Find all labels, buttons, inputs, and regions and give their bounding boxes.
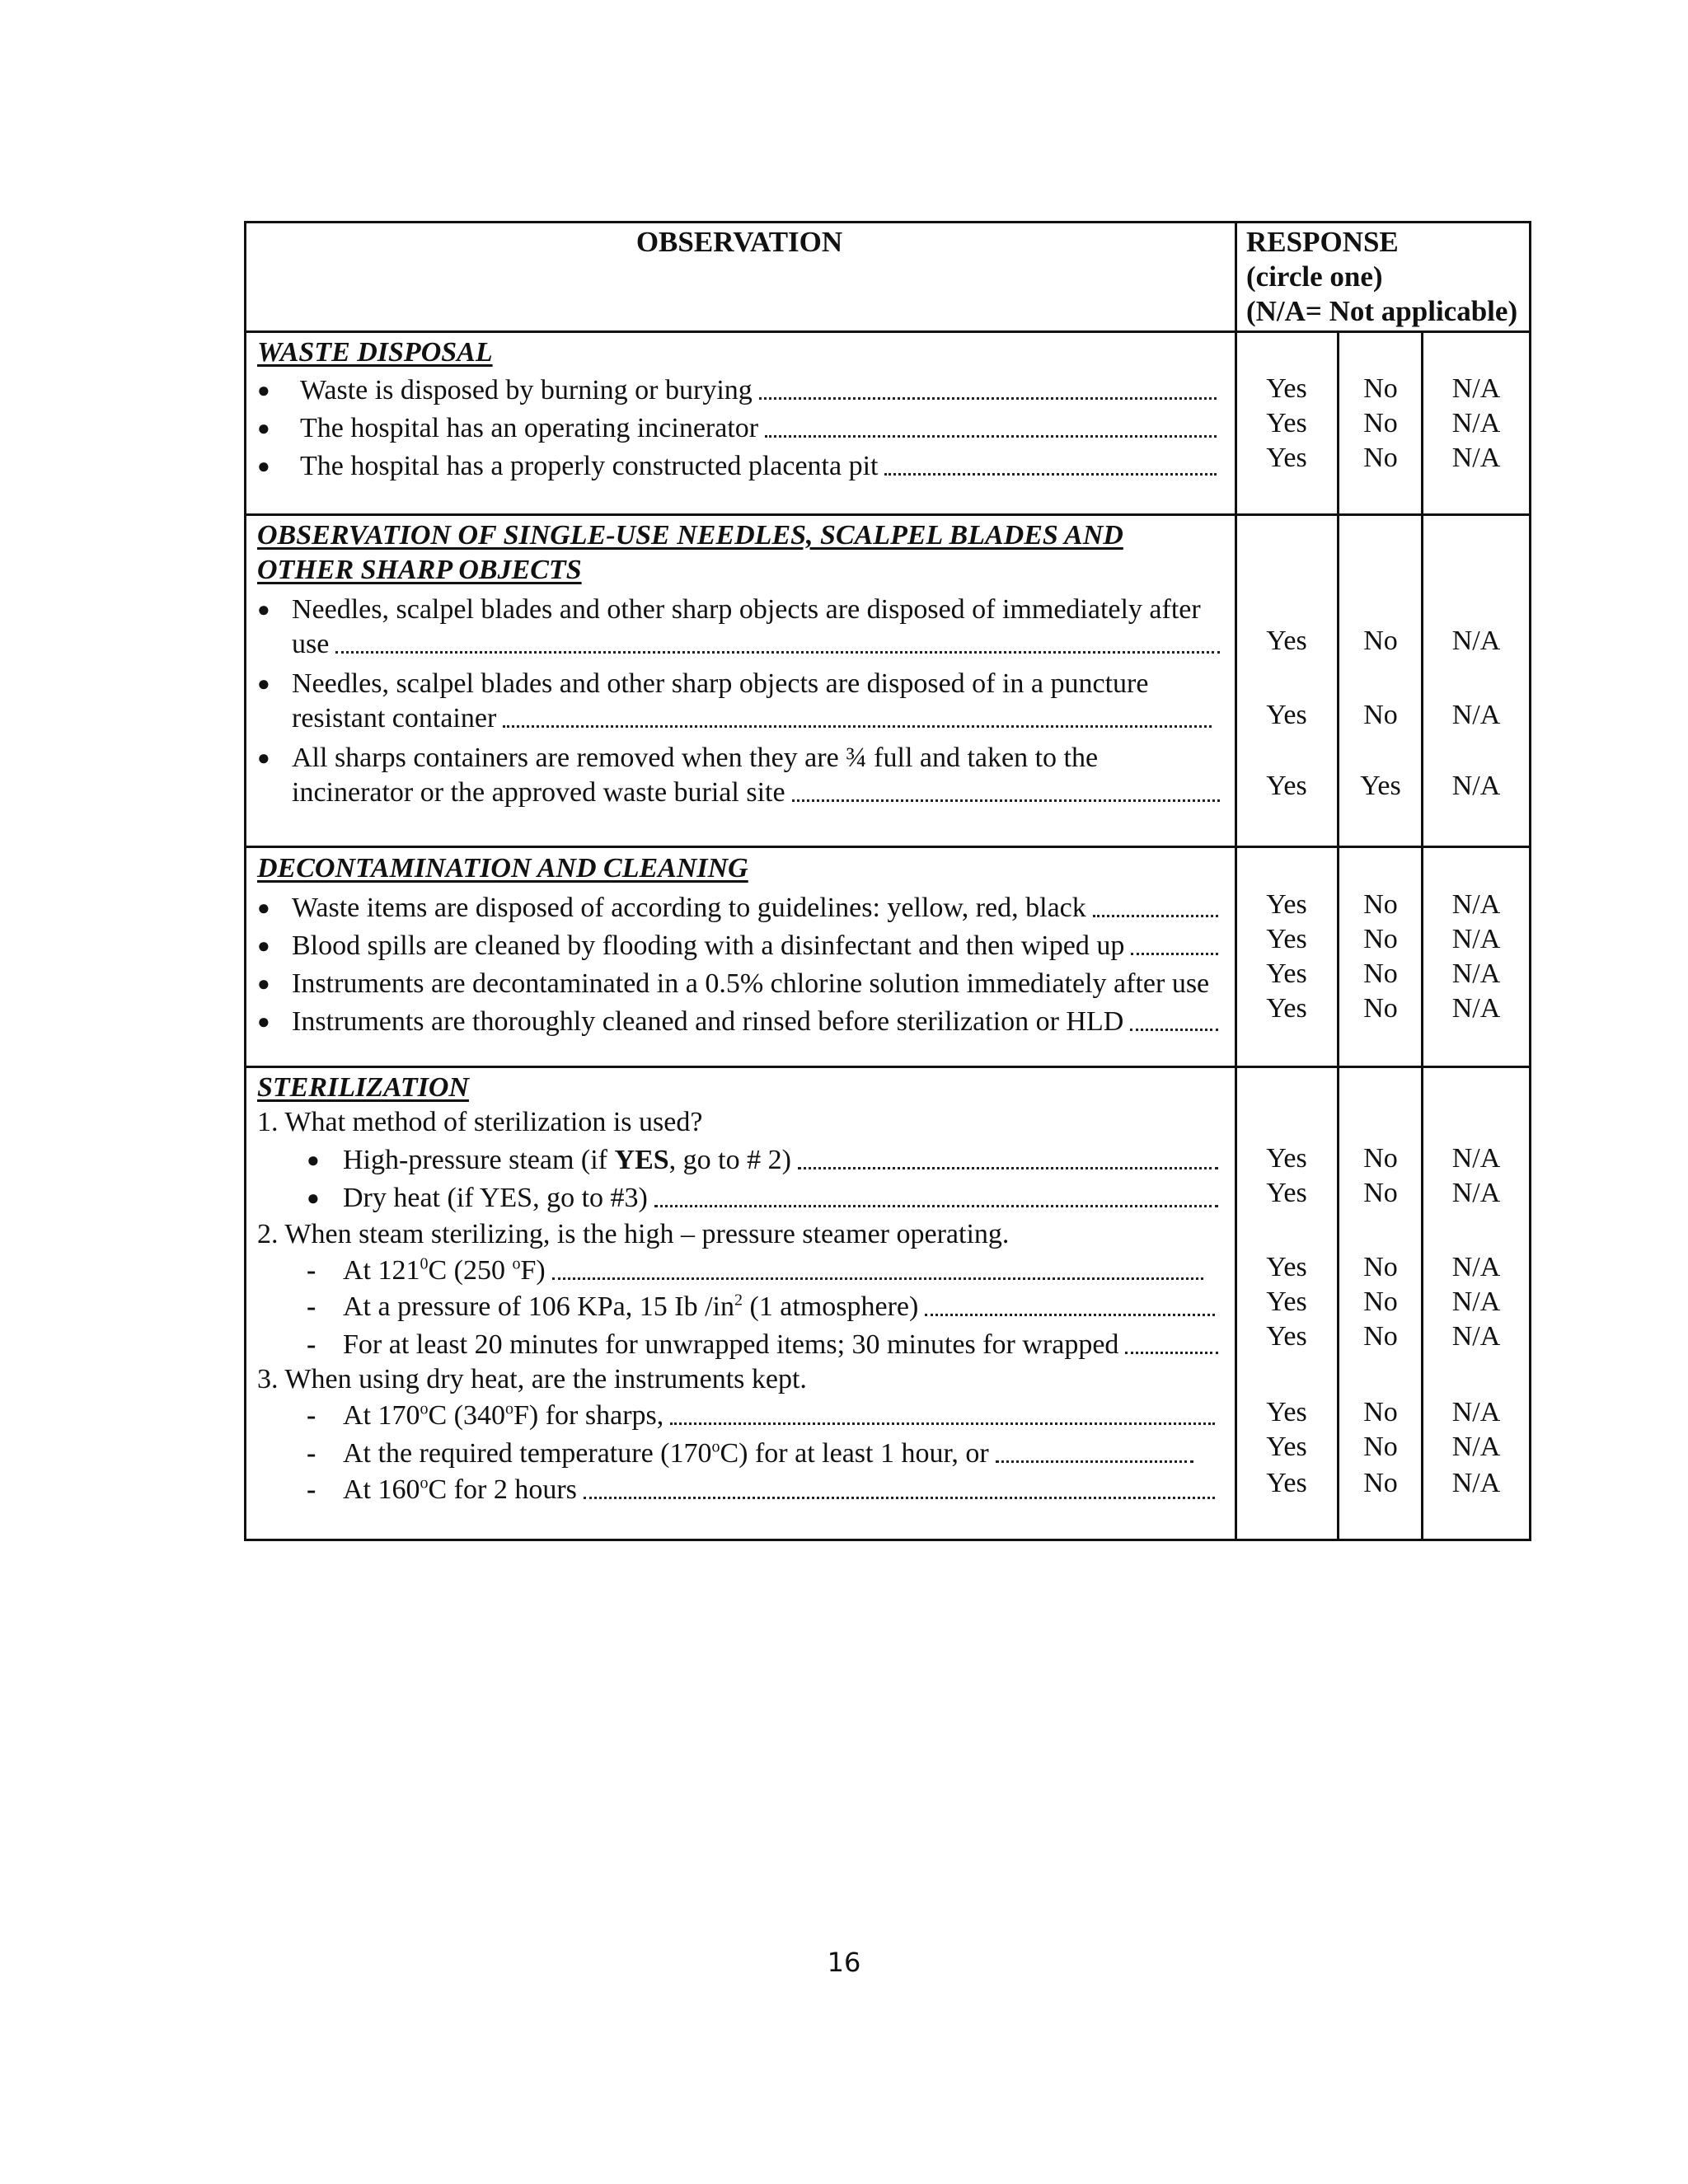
response-no[interactable]: No xyxy=(1363,1143,1398,1174)
list-item: At $121^0C$ (250 $^o$F) xyxy=(343,1254,1203,1287)
response-yes[interactable]: Yes xyxy=(1266,1321,1307,1352)
response-na[interactable]: N/A xyxy=(1451,1468,1501,1498)
dash-icon: - xyxy=(307,1474,316,1505)
list-item-line: Needles, scalpel blades and other sharp objects are disposed of immediately after xyxy=(292,594,1201,625)
section-title-decontamination: DECONTAMINATION AND CLEANING xyxy=(257,853,748,883)
response-yes[interactable]: Yes xyxy=(1266,1432,1307,1462)
response-yes[interactable]: Yes xyxy=(1266,993,1307,1024)
list-item-line: All sharps containers are removed when they are ¾ full and taken to the xyxy=(292,743,1099,773)
section-title-waste-disposal: WASTE DISPOSAL xyxy=(257,337,493,368)
page-number: 16 xyxy=(827,1947,861,1978)
bullet-icon: ● xyxy=(257,746,270,770)
list-item: At a pressure of 106 KPa, 15 Ib $/in^2$ (1 atmosphere) xyxy=(343,1291,1215,1324)
response-no[interactable]: No xyxy=(1363,924,1398,954)
column-divider xyxy=(1421,330,1423,1541)
response-yes[interactable]: Yes xyxy=(1266,408,1307,438)
section-title-sharps-cont: OTHER SHARP OBJECTS xyxy=(257,555,582,585)
section-title-sterilization: STERILIZATION xyxy=(257,1072,469,1103)
response-na-note: (N/A= Not applicable) xyxy=(1246,295,1518,327)
list-item: At 170$^o$C (340$^o$F) for sharps, xyxy=(343,1399,1215,1432)
response-na[interactable]: N/A xyxy=(1451,626,1501,656)
response-na[interactable]: N/A xyxy=(1451,1143,1501,1174)
question-3: 3. When using dry heat, are the instruments kept. xyxy=(257,1364,807,1394)
question-2: 2. When steam sterilizing, is the high – pressure steamer operating. xyxy=(257,1219,1010,1249)
dash-icon: - xyxy=(307,1400,316,1431)
bullet-icon: ● xyxy=(257,672,270,696)
response-no[interactable]: No xyxy=(1363,1252,1398,1282)
list-item: Dry heat (if YES, go to #3) xyxy=(343,1182,1218,1215)
list-item: Instruments are thoroughly cleaned and rinsed before sterilization or HLD xyxy=(292,1005,1218,1038)
response-no[interactable]: No xyxy=(1363,443,1398,473)
bullet-icon: ● xyxy=(257,972,270,996)
bullet-icon: ● xyxy=(307,1148,320,1172)
response-yes[interactable]: Yes xyxy=(1266,924,1307,954)
list-item-line: Needles, scalpel blades and other sharp objects are disposed of in a puncture xyxy=(292,668,1149,699)
response-yes[interactable]: Yes xyxy=(1266,443,1307,473)
response-na[interactable]: N/A xyxy=(1451,958,1501,989)
response-yes[interactable]: Yes xyxy=(1266,1143,1307,1174)
list-item: High-pressure steam (if YES, go to # 2) xyxy=(343,1144,1218,1177)
response-na[interactable]: N/A xyxy=(1451,993,1501,1024)
list-item: use xyxy=(292,628,1220,661)
bullet-icon: ● xyxy=(257,896,270,920)
response-yes[interactable]: Yes xyxy=(1266,771,1307,801)
response-yes[interactable]: Yes xyxy=(1266,1178,1307,1208)
observation-header: OBSERVATION xyxy=(635,226,843,258)
response-header: RESPONSE xyxy=(1246,226,1399,258)
response-no[interactable]: No xyxy=(1363,1432,1398,1462)
column-divider xyxy=(1235,221,1237,1541)
response-na[interactable]: N/A xyxy=(1451,443,1501,473)
response-na[interactable]: N/A xyxy=(1451,1432,1501,1462)
bullet-icon: ● xyxy=(257,378,270,402)
response-no[interactable]: No xyxy=(1363,1468,1398,1498)
response-na[interactable]: N/A xyxy=(1451,1252,1501,1282)
list-item: The hospital has a properly constructed placenta pit xyxy=(300,450,1217,483)
response-no[interactable]: No xyxy=(1363,1397,1398,1427)
list-item: At the required temperature (170$^o$C) for at least 1 hour, or xyxy=(343,1437,1193,1470)
response-yes[interactable]: Yes xyxy=(1266,958,1307,989)
list-item: Blood spills are cleaned by flooding with a disinfectant and then wiped up xyxy=(292,930,1218,963)
response-na[interactable]: N/A xyxy=(1451,1178,1501,1208)
response-yes[interactable]: Yes xyxy=(1266,1397,1307,1427)
response-yes[interactable]: Yes xyxy=(1266,889,1307,920)
response-no[interactable]: No xyxy=(1363,958,1398,989)
bullet-icon: ● xyxy=(257,934,270,958)
response-no[interactable]: No xyxy=(1363,889,1398,920)
list-item: resistant container xyxy=(292,702,1212,735)
response-na[interactable]: N/A xyxy=(1451,924,1501,954)
response-yes[interactable]: Yes xyxy=(1266,700,1307,730)
list-item: Waste is disposed by burning or burying xyxy=(300,374,1217,407)
response-yes[interactable]: Yes xyxy=(1266,1286,1307,1317)
response-na[interactable]: N/A xyxy=(1451,700,1501,730)
column-divider xyxy=(1337,330,1339,1541)
list-item: Instruments are decontaminated in a 0.5% chlorine solution immediately after use xyxy=(292,968,1210,999)
response-yes[interactable]: Yes xyxy=(1266,1468,1307,1498)
list-item: Waste items are disposed of according to guidelines: yellow, red, black xyxy=(292,892,1218,925)
response-na[interactable]: N/A xyxy=(1451,373,1501,404)
response-na[interactable]: N/A xyxy=(1451,889,1501,920)
dash-icon: - xyxy=(307,1438,316,1469)
response-no[interactable]: No xyxy=(1363,626,1398,656)
bullet-icon: ● xyxy=(257,598,270,621)
dash-icon: - xyxy=(307,1291,316,1322)
question-1: 1. What method of sterilization is used? xyxy=(257,1107,703,1137)
response-na[interactable]: N/A xyxy=(1451,1286,1501,1317)
response-na[interactable]: N/A xyxy=(1451,408,1501,438)
response-yes[interactable]: Yes xyxy=(1360,771,1401,801)
response-yes[interactable]: Yes xyxy=(1266,373,1307,404)
response-no[interactable]: No xyxy=(1363,993,1398,1024)
bullet-icon: ● xyxy=(257,1010,270,1033)
response-yes[interactable]: Yes xyxy=(1266,1252,1307,1282)
response-no[interactable]: No xyxy=(1363,1178,1398,1208)
response-na[interactable]: N/A xyxy=(1451,1321,1501,1352)
response-yes[interactable]: Yes xyxy=(1266,626,1307,656)
response-na[interactable]: N/A xyxy=(1451,1397,1501,1427)
list-item: The hospital has an operating incinerator xyxy=(300,412,1217,445)
response-no[interactable]: No xyxy=(1363,700,1398,730)
dash-icon: - xyxy=(307,1255,316,1286)
bullet-icon: ● xyxy=(307,1186,320,1210)
response-no[interactable]: No xyxy=(1363,408,1398,438)
response-no[interactable]: No xyxy=(1363,1286,1398,1317)
bullet-icon: ● xyxy=(257,454,270,478)
response-no[interactable]: No xyxy=(1363,1321,1398,1352)
response-na[interactable]: N/A xyxy=(1451,771,1501,801)
response-instruction: (circle one) xyxy=(1246,260,1383,293)
response-no[interactable]: No xyxy=(1363,373,1398,404)
dash-icon: - xyxy=(307,1329,316,1360)
section-title-sharps: OBSERVATION OF SINGLE-USE NEEDLES, SCALPEL BLADES AND xyxy=(257,520,1123,551)
list-item: At 160$^o$C for 2 hours xyxy=(343,1474,1215,1507)
list-item: For at least 20 minutes for unwrapped items; 30 minutes for wrapped xyxy=(343,1329,1218,1361)
list-item: incinerator or the approved waste burial site xyxy=(292,776,1220,809)
bullet-icon: ● xyxy=(257,416,270,440)
